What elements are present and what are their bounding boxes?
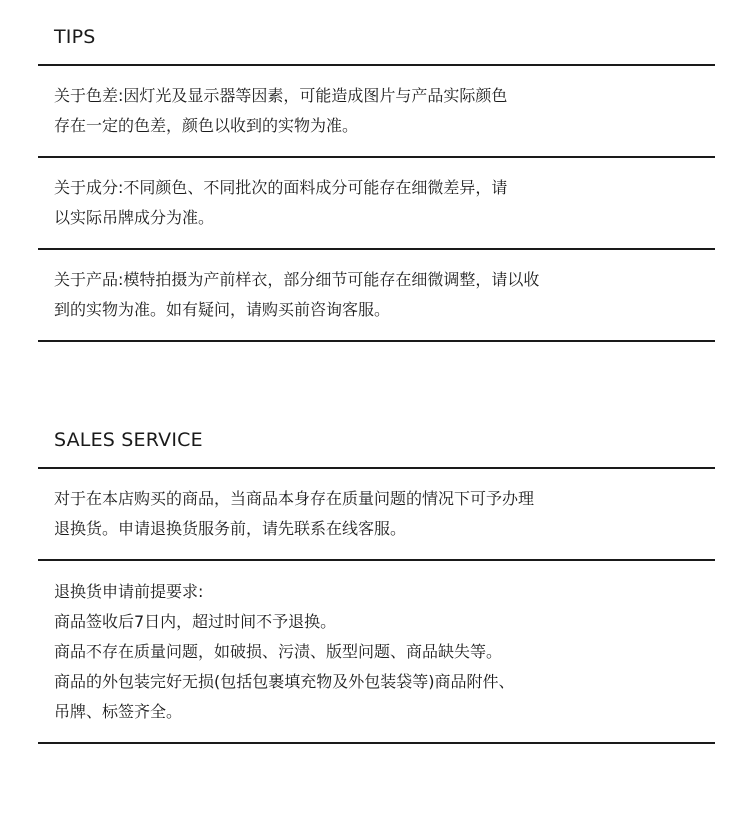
sales-divider (38, 559, 715, 561)
tips-item-line: 关于产品:模特拍摄为产前样衣，部分细节可能存在细微调整，请以收 (54, 270, 540, 289)
tips-item-line: 关于色差:因灯光及显示器等因素，可能造成图片与产品实际颜色 (54, 86, 508, 105)
sales-item-line: 吊牌、标签齐全。 (54, 702, 183, 721)
sales-item-return-requirements (54, 577, 694, 727)
tips-item-line: 到的实物为准。如有疑问，请购买前咨询客服。 (54, 300, 391, 319)
sales-item-return-policy (54, 484, 694, 544)
sales-item-line: 商品签收后7日内，超过时间不予退换。 (54, 612, 337, 631)
tips-item-line: 存在一定的色差，颜色以收到的实物为准。 (54, 116, 359, 135)
sales-service-title: SALES SERVICE (54, 429, 203, 451)
sales-divider-bottom (38, 742, 715, 744)
tips-title: TIPS (54, 26, 96, 48)
sales-item-line: 商品的外包装完好无损(包括包裹填充物及外包装袋等)商品附件、 (54, 672, 515, 691)
sales-item-line: 对于在本店购买的商品，当商品本身存在质量问题的情况下可予办理 (54, 489, 535, 508)
tips-item-line: 以实际吊牌成分为准。 (54, 208, 215, 227)
sales-divider-top (38, 467, 715, 469)
sales-item-line: 退换货。申请退换货服务前，请先联系在线客服。 (54, 519, 407, 538)
sales-item-line: 商品不存在质量问题，如破损、污渍、版型问题、商品缺失等。 (54, 642, 503, 661)
sales-item-line: 退换货申请前提要求: (54, 582, 204, 601)
sales-service-section (38, 0, 715, 817)
tips-item-line: 关于成分:不同颜色、不同批次的面料成分可能存在细微差异，请 (54, 178, 508, 197)
